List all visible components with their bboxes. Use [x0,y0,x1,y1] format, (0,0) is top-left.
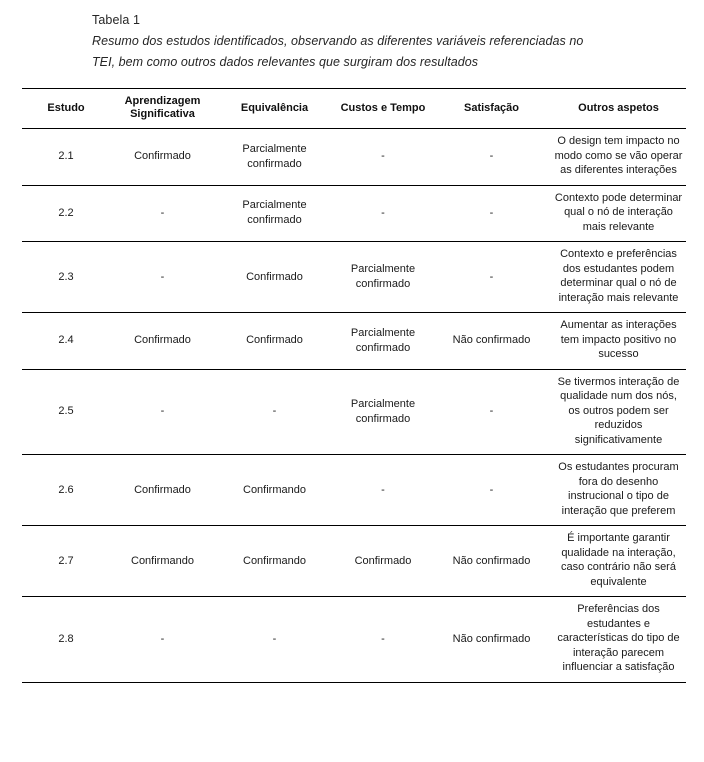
summary-table-container [22,88,686,683]
cell-estudo: 2.7 [22,526,110,597]
cell-satisfacao: - [432,185,551,242]
cell-aprendizagem: - [110,597,215,683]
table-row [22,455,686,526]
table-row [22,369,686,455]
cell-aprendizagem: - [110,369,215,455]
cell-custos-tempo: Parcialmente confirmado [334,369,432,455]
cell-outros: Preferências dos estudantes e características do tipo de interação parecem influenciar a satisfação [551,597,686,683]
cell-equivalencia: Confirmando [215,526,334,597]
table-row [22,526,686,597]
table-caption-label: Tabela 1 [92,13,141,27]
cell-aprendizagem: Confirmando [110,526,215,597]
cell-equivalencia: Parcialmente confirmado [215,185,334,242]
cell-aprendizagem: Confirmado [110,455,215,526]
cell-aprendizagem: Confirmado [110,313,215,370]
table-row [22,129,686,186]
column-header-aprendizagem: Aprendizagem Significativa [110,89,215,129]
cell-satisfacao: Não confirmado [432,313,551,370]
cell-custos-tempo: Confirmado [334,526,432,597]
cell-custos-tempo: Parcialmente confirmado [334,242,432,313]
cell-estudo: 2.4 [22,313,110,370]
cell-estudo: 2.3 [22,242,110,313]
table-body [22,129,686,683]
cell-outros: Os estudantes procuram fora do desenho instrucional o tipo de interação que preferem [551,455,686,526]
cell-outros: Aumentar as interações tem impacto positivo no sucesso [551,313,686,370]
cell-custos-tempo: - [334,185,432,242]
column-header-equivalencia: Equivalência [215,89,334,129]
cell-outros: É importante garantir qualidade na interação, caso contrário não será equivalente [551,526,686,597]
column-header-estudo: Estudo [22,89,110,129]
cell-satisfacao: - [432,369,551,455]
cell-custos-tempo: - [334,455,432,526]
cell-estudo: 2.5 [22,369,110,455]
cell-outros: Contexto e preferências dos estudantes podem determinar qual o nó de interação mais relevante [551,242,686,313]
cell-aprendizagem: Confirmado [110,129,215,186]
cell-custos-tempo: - [334,129,432,186]
table-row [22,313,686,370]
table-row [22,185,686,242]
cell-equivalencia: Confirmado [215,313,334,370]
column-header-outros: Outros aspetos [551,89,686,129]
cell-outros: O design tem impacto no modo como se vão operar as diferentes interações [551,129,686,186]
cell-satisfacao: Não confirmado [432,526,551,597]
column-header-custos-tempo: Custos e Tempo [334,89,432,129]
cell-estudo: 2.1 [22,129,110,186]
cell-estudo: 2.6 [22,455,110,526]
table-row [22,597,686,683]
column-header-satisfacao: Satisfação [432,89,551,129]
cell-satisfacao: - [432,129,551,186]
table-row [22,242,686,313]
table-header-row [22,89,686,129]
cell-custos-tempo: Parcialmente confirmado [334,313,432,370]
cell-equivalencia: - [215,597,334,683]
table-caption [92,10,676,73]
cell-custos-tempo: - [334,597,432,683]
cell-satisfacao: - [432,455,551,526]
cell-outros: Se tivermos interação de qualidade num dos nós, os outros podem ser reduzidos significativamente [551,369,686,455]
table-header [22,89,686,129]
cell-satisfacao: - [432,242,551,313]
cell-equivalencia: Parcialmente confirmado [215,129,334,186]
cell-outros: Contexto pode determinar qual o nó de interação mais relevante [551,185,686,242]
cell-estudo: 2.2 [22,185,110,242]
summary-table [22,88,686,683]
table-caption-title: Resumo dos estudos identificados, observando as diferentes variáveis referenciadas no TEI, bem como outros dados relevantes que surgiram dos resultados [92,34,584,69]
cell-equivalencia: Confirmando [215,455,334,526]
cell-equivalencia: - [215,369,334,455]
cell-aprendizagem: - [110,185,215,242]
cell-equivalencia: Confirmado [215,242,334,313]
cell-satisfacao: Não confirmado [432,597,551,683]
cell-estudo: 2.8 [22,597,110,683]
cell-aprendizagem: - [110,242,215,313]
